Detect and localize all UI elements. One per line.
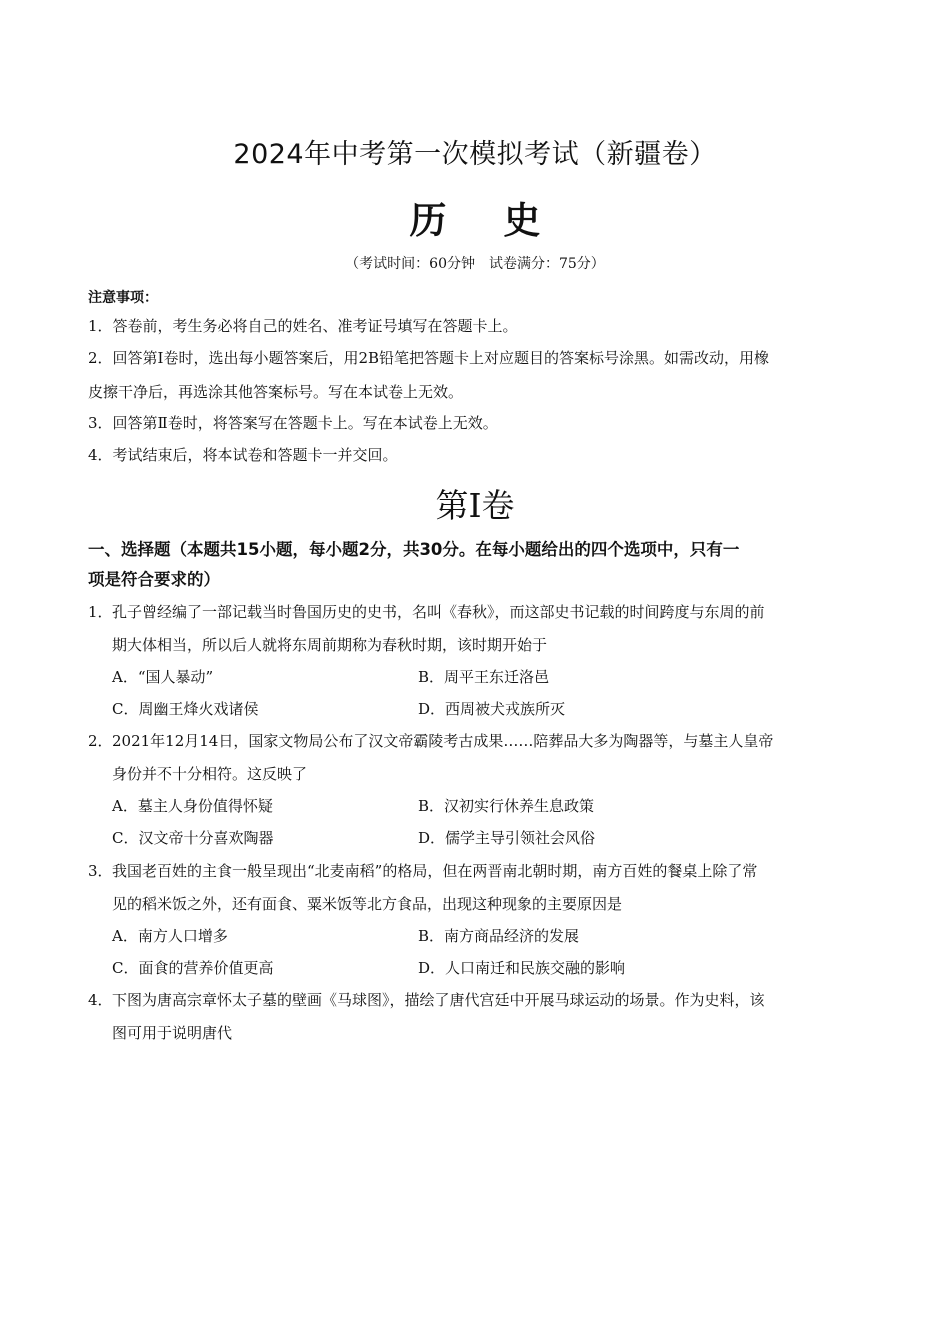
question-3-number: 3． [88, 862, 113, 880]
question-1-option-c: C．周幽王烽火戏诸侯 [112, 700, 259, 718]
notice-item-2: 2．回答第Ⅰ卷时，选出每小题答案后，用2B铅笔把答题卡上对应题目的答案标号涂黑。如需改动，用橡 [88, 349, 770, 367]
question-2-stem [88, 725, 860, 791]
exam-title: 2024年中考第一次模拟考试（新疆卷） [233, 139, 717, 170]
notice-item-4: 4．考试结束后，将本试卷和答题卡一并交回。 [88, 446, 398, 464]
subject-title: 历 史 [409, 199, 563, 242]
question-1-stem [88, 596, 860, 662]
question-2-option-c: C．汉文帝十分喜欢陶器 [112, 829, 274, 847]
question-2-line-1: 2021年12月14日，国家文物局公布了汉文帝霸陵考古成果……陪葬品大多为陶器等，与墓主人皇帝 [112, 732, 774, 750]
notice-title: 注意事项： [88, 290, 158, 306]
part-heading [88, 535, 868, 595]
question-2-number: 2． [88, 732, 113, 750]
question-2-line-2: 身份并不十分相符。这反映了 [112, 765, 308, 783]
question-3-option-a: A．南方人口增多 [112, 927, 228, 945]
question-3-line-1: 我国老百姓的主食一般呈现出“北麦南稻”的格局，但在两晋南北朝时期，南方百姓的餐桌上除了常 [112, 862, 758, 880]
question-3-line-2: 见的稻米饭之外，还有面食、粟米饭等北方食品，出现这种现象的主要原因是 [112, 895, 623, 913]
question-3-option-c: C．面食的营养价值更高 [112, 959, 274, 977]
question-1-line-2: 期大体相当，所以后人就将东周前期称为春秋时期，该时期开始于 [112, 636, 548, 654]
question-4-number: 4． [88, 991, 113, 1009]
question-1-option-b: B．周平王东迁洛邑 [418, 668, 550, 686]
question-4-stem [88, 984, 860, 1050]
notice-item-3: 3．回答第Ⅱ卷时，将答案写在答题卡上。写在本试卷上无效。 [88, 414, 498, 432]
question-2-option-a: A．墓主人身份值得怀疑 [112, 797, 273, 815]
question-4-line-1: 下图为唐高宗章怀太子墓的壁画《马球图》，描绘了唐代宫廷中开展马球运动的场景。作为史料，该 [112, 991, 765, 1009]
notice-item-1: 1．答卷前，考生务必将自己的姓名、准考证号填写在答题卡上。 [88, 317, 518, 335]
question-1-number: 1． [88, 603, 113, 621]
question-1-option-d: D．西周被犬戎族所灭 [418, 700, 566, 718]
question-1-line-1: 孔子曾经编了一部记载当时鲁国历史的史书，名叫《春秋》，而这部史书记载的时间跨度与东周的前 [112, 603, 765, 621]
question-1-option-a: A．“国人暴动” [112, 668, 214, 686]
section-heading: 第Ⅰ卷 [435, 486, 515, 525]
part-heading-line-2: 项是符合要求的） [88, 570, 220, 589]
part-heading-line-1: 一、选择题（本题共15小题，每小题2分，共30分。在每小题给出的四个选项中，只有一 [88, 540, 740, 559]
question-2-option-d: D．儒学主导引领社会风俗 [418, 829, 596, 847]
notice-item-2-continued: 皮擦干净后，再选涂其他答案标号。写在本试卷上无效。 [88, 383, 464, 401]
question-3-option-b: B．南方商品经济的发展 [418, 927, 580, 945]
question-2-option-b: B．汉初实行休养生息政策 [418, 797, 595, 815]
question-3-option-d: D．人口南迁和民族交融的影响 [418, 959, 626, 977]
question-3-stem [88, 855, 860, 921]
question-4-line-2: 图可用于说明唐代 [112, 1024, 233, 1042]
exam-time-and-score: （考试时间：60分钟 试卷满分：75分） [345, 256, 605, 272]
